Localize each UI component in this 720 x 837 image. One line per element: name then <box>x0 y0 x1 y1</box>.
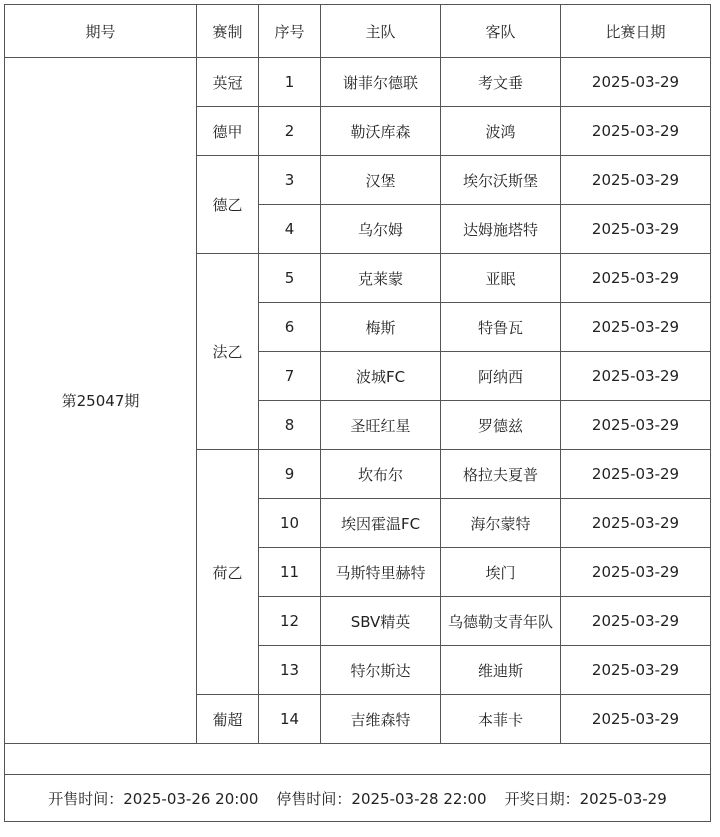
away-team-cell: 阿纳西 <box>441 352 561 401</box>
match-date-cell: 2025-03-29 <box>561 646 711 695</box>
number-cell: 2 <box>259 107 321 156</box>
league-cell: 荷乙 <box>197 450 259 695</box>
home-team-cell: 勒沃库森 <box>321 107 441 156</box>
league-cell: 英冠 <box>197 58 259 107</box>
sale-stop-time: 停售时间：2025-03-28 22:00 <box>276 789 487 808</box>
away-team-cell: 考文垂 <box>441 58 561 107</box>
header-home-team: 主队 <box>321 5 441 58</box>
away-team-cell: 乌德勒支青年队 <box>441 597 561 646</box>
match-date-cell: 2025-03-29 <box>561 156 711 205</box>
header-period: 期号 <box>5 5 197 58</box>
header-league: 赛制 <box>197 5 259 58</box>
draw-date: 开奖日期：2025-03-29 <box>504 789 667 808</box>
away-team-cell: 埃门 <box>441 548 561 597</box>
away-team-cell: 海尔蒙特 <box>441 499 561 548</box>
number-cell: 10 <box>259 499 321 548</box>
match-date-cell: 2025-03-29 <box>561 58 711 107</box>
home-team-cell: 圣旺红星 <box>321 401 441 450</box>
period-cell: 第25047期 <box>5 58 197 744</box>
header-row <box>5 5 711 58</box>
number-cell: 9 <box>259 450 321 499</box>
home-team-cell: 汉堡 <box>321 156 441 205</box>
home-team-cell: 乌尔姆 <box>321 205 441 254</box>
match-date-cell: 2025-03-29 <box>561 597 711 646</box>
header-away-team: 客队 <box>441 5 561 58</box>
footer-row <box>5 775 711 822</box>
number-cell: 7 <box>259 352 321 401</box>
number-cell: 1 <box>259 58 321 107</box>
home-team-cell: 谢菲尔德联 <box>321 58 441 107</box>
number-cell: 11 <box>259 548 321 597</box>
match-date-cell: 2025-03-29 <box>561 303 711 352</box>
number-cell: 14 <box>259 695 321 744</box>
match-date-cell: 2025-03-29 <box>561 450 711 499</box>
number-cell: 3 <box>259 156 321 205</box>
footer-cell <box>5 775 711 822</box>
sale-start-time: 开售时间：2025-03-26 20:00 <box>48 789 259 808</box>
away-team-cell: 波鸿 <box>441 107 561 156</box>
away-team-cell: 埃尔沃斯堡 <box>441 156 561 205</box>
header-number: 序号 <box>259 5 321 58</box>
away-team-cell: 维迪斯 <box>441 646 561 695</box>
number-cell: 4 <box>259 205 321 254</box>
league-cell: 德乙 <box>197 156 259 254</box>
match-date-cell: 2025-03-29 <box>561 107 711 156</box>
match-date-cell: 2025-03-29 <box>561 205 711 254</box>
away-team-cell: 格拉夫夏普 <box>441 450 561 499</box>
blank-row <box>5 744 711 775</box>
match-date-cell: 2025-03-29 <box>561 695 711 744</box>
number-cell: 13 <box>259 646 321 695</box>
number-cell: 6 <box>259 303 321 352</box>
home-team-cell: 特尔斯达 <box>321 646 441 695</box>
away-team-cell: 亚眠 <box>441 254 561 303</box>
home-team-cell: 马斯特里赫特 <box>321 548 441 597</box>
header-match-date: 比赛日期 <box>561 5 711 58</box>
home-team-cell: 克莱蒙 <box>321 254 441 303</box>
away-team-cell: 特鲁瓦 <box>441 303 561 352</box>
league-cell: 德甲 <box>197 107 259 156</box>
match-date-cell: 2025-03-29 <box>561 254 711 303</box>
match-date-cell: 2025-03-29 <box>561 401 711 450</box>
league-cell: 葡超 <box>197 695 259 744</box>
home-team-cell: 波城FC <box>321 352 441 401</box>
match-schedule-table <box>4 4 711 822</box>
home-team-cell: 吉维森特 <box>321 695 441 744</box>
home-team-cell: SBV精英 <box>321 597 441 646</box>
match-date-cell: 2025-03-29 <box>561 352 711 401</box>
league-cell: 法乙 <box>197 254 259 450</box>
home-team-cell: 坎布尔 <box>321 450 441 499</box>
away-team-cell: 本菲卡 <box>441 695 561 744</box>
number-cell: 8 <box>259 401 321 450</box>
number-cell: 5 <box>259 254 321 303</box>
away-team-cell: 达姆施塔特 <box>441 205 561 254</box>
match-date-cell: 2025-03-29 <box>561 548 711 597</box>
home-team-cell: 梅斯 <box>321 303 441 352</box>
away-team-cell: 罗德兹 <box>441 401 561 450</box>
match-date-cell: 2025-03-29 <box>561 499 711 548</box>
home-team-cell: 埃因霍温FC <box>321 499 441 548</box>
number-cell: 12 <box>259 597 321 646</box>
blank-cell <box>5 744 711 775</box>
table-row <box>5 58 711 107</box>
